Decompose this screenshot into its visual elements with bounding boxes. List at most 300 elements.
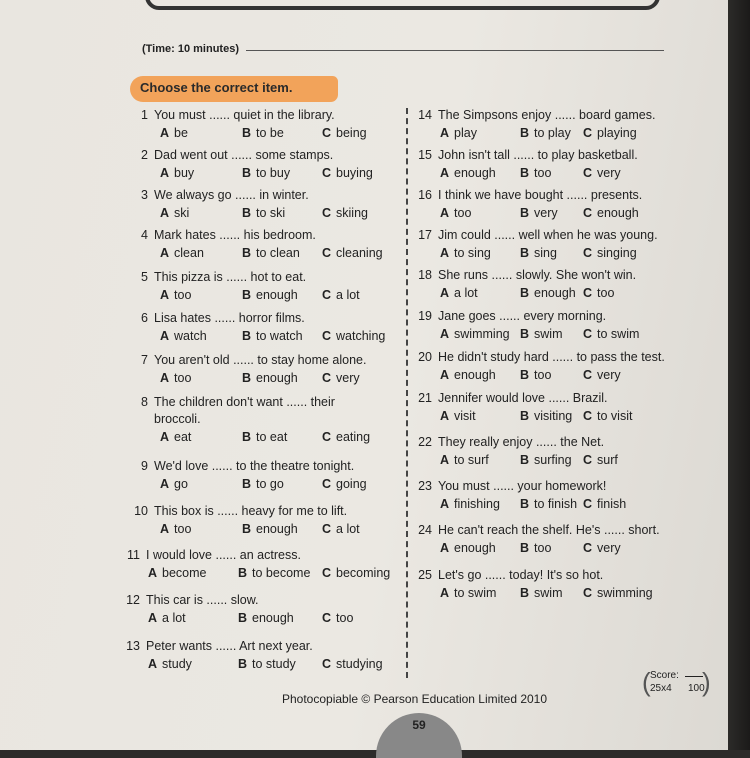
option-text: visiting: [534, 409, 573, 423]
question-17: [412, 228, 658, 263]
option-c[interactable]: [322, 371, 360, 385]
option-letter: B: [242, 522, 252, 536]
question-stem: [412, 523, 660, 537]
option-text: very: [597, 368, 621, 382]
option-a[interactable]: [160, 246, 204, 260]
question-stem: [128, 459, 354, 473]
option-b[interactable]: [520, 327, 563, 341]
option-letter: C: [583, 497, 593, 511]
question-stem: [412, 188, 642, 202]
option-letter: C: [583, 166, 593, 180]
option-letter: A: [160, 206, 170, 220]
question-text: We'd love ...... to the theatre tonight.: [154, 459, 355, 473]
option-a[interactable]: [440, 453, 489, 467]
option-letter: C: [583, 286, 593, 300]
option-c[interactable]: [322, 329, 385, 343]
option-a[interactable]: [160, 329, 207, 343]
option-letter: B: [520, 368, 530, 382]
question-number: 8: [141, 395, 148, 409]
option-b[interactable]: [242, 166, 290, 180]
option-text: enough: [256, 288, 298, 302]
option-text: too: [454, 206, 472, 220]
question-number: 19: [418, 309, 432, 323]
question-text: They really enjoy ...... the Net.: [438, 435, 605, 449]
option-b[interactable]: [520, 126, 571, 140]
question-22: [412, 435, 618, 470]
question-number: 24: [418, 523, 432, 537]
option-letter: C: [322, 477, 332, 491]
option-c[interactable]: [583, 497, 626, 511]
option-text: study: [162, 657, 192, 671]
question-text: You aren't old ...... to stay home alone.: [154, 353, 367, 367]
question-16: [412, 188, 642, 223]
option-letter: A: [160, 522, 170, 536]
option-letter: A: [440, 327, 450, 341]
option-b[interactable]: [242, 371, 298, 385]
option-c[interactable]: [322, 288, 360, 302]
option-letter: C: [322, 246, 332, 260]
option-c[interactable]: [583, 126, 637, 140]
score-formula: 25x4: [650, 683, 672, 694]
option-text: studying: [336, 657, 383, 671]
option-text: very: [597, 166, 621, 180]
option-text: enough: [534, 286, 576, 300]
option-text: too: [534, 166, 552, 180]
option-row: [412, 540, 660, 558]
question-text: Let's go ...... today! It's so hot.: [438, 568, 604, 582]
option-text: surfing: [534, 453, 572, 467]
option-row: [128, 205, 368, 223]
option-letter: C: [583, 368, 593, 382]
question-text: Lisa hates ...... horror films.: [154, 311, 305, 325]
option-a[interactable]: [440, 327, 510, 341]
question-number: 3: [141, 188, 148, 202]
option-b[interactable]: [520, 453, 572, 467]
question-stem: [128, 395, 335, 409]
option-row: [412, 165, 638, 183]
option-letter: A: [440, 586, 450, 600]
column-divider: [406, 108, 408, 678]
option-c[interactable]: [322, 657, 383, 671]
option-row: [128, 125, 367, 143]
option-a[interactable]: [440, 246, 491, 260]
option-c[interactable]: [583, 246, 637, 260]
option-text: very: [534, 206, 558, 220]
time-label: (Time: 10 minutes): [142, 43, 239, 55]
question-number: 15: [418, 148, 432, 162]
question-3: [128, 188, 368, 223]
option-row: [128, 328, 386, 346]
question-text: She runs ...... slowly. She won't win.: [438, 268, 637, 282]
option-text: sing: [534, 246, 557, 260]
option-c[interactable]: [583, 166, 621, 180]
option-row: [120, 656, 383, 674]
option-c[interactable]: [322, 566, 390, 580]
option-letter: C: [583, 206, 593, 220]
top-frame-border: [145, 0, 660, 10]
question-stem: [412, 268, 636, 282]
option-a[interactable]: [440, 286, 478, 300]
question-stem: [412, 435, 604, 449]
option-b[interactable]: [238, 611, 294, 625]
option-text: finish: [597, 497, 627, 511]
option-row: [412, 585, 653, 603]
option-b[interactable]: [520, 368, 551, 382]
option-text: too: [336, 611, 354, 625]
option-letter: A: [440, 368, 450, 382]
option-text: to go: [256, 477, 284, 491]
option-letter: C: [322, 522, 332, 536]
option-b[interactable]: [520, 409, 572, 423]
option-text: enough: [454, 166, 496, 180]
option-text: too: [174, 288, 192, 302]
option-text: become: [162, 566, 207, 580]
option-letter: B: [520, 286, 530, 300]
option-a[interactable]: [440, 206, 471, 220]
question-number: 9: [141, 459, 148, 473]
question-8: [128, 395, 371, 447]
option-letter: A: [440, 206, 450, 220]
question-number: 10: [134, 504, 148, 518]
option-letter: A: [160, 126, 170, 140]
option-a[interactable]: [148, 611, 186, 625]
option-a[interactable]: [160, 288, 191, 302]
question-12: [120, 593, 354, 628]
option-c[interactable]: [583, 586, 653, 600]
question-number: 6: [141, 311, 148, 325]
option-text: go: [174, 477, 188, 491]
option-c[interactable]: [322, 126, 367, 140]
option-text: singing: [597, 246, 637, 260]
option-text: surf: [597, 453, 618, 467]
question-text: You must ...... quiet in the library.: [154, 108, 335, 122]
option-c[interactable]: [322, 477, 367, 491]
question-text: Dad went out ...... some stamps.: [154, 148, 334, 162]
option-text: to study: [252, 657, 296, 671]
question-stem: [412, 108, 655, 122]
option-letter: C: [583, 453, 593, 467]
question-number: 25: [418, 568, 432, 582]
option-c[interactable]: [322, 611, 353, 625]
option-text: clean: [174, 246, 204, 260]
option-c[interactable]: [583, 541, 621, 555]
option-letter: A: [440, 286, 450, 300]
option-letter: B: [242, 371, 252, 385]
question-21: [412, 391, 633, 426]
option-text: to swim: [597, 327, 640, 341]
question-14: [412, 108, 655, 143]
option-a[interactable]: [440, 586, 496, 600]
option-letter: B: [242, 288, 252, 302]
question-24: [412, 523, 660, 558]
option-a[interactable]: [160, 371, 191, 385]
option-text: finishing: [454, 497, 500, 511]
option-a[interactable]: [160, 477, 188, 491]
option-c[interactable]: [583, 327, 639, 341]
option-letter: C: [583, 327, 593, 341]
question-7: [128, 353, 366, 388]
option-text: to play: [534, 126, 571, 140]
question-stem: [128, 353, 366, 367]
option-b[interactable]: [238, 566, 310, 580]
option-letter: B: [520, 246, 530, 260]
option-text: eat: [174, 430, 192, 444]
option-a[interactable]: [148, 566, 207, 580]
option-a[interactable]: [440, 368, 496, 382]
question-text: Peter wants ...... Art next year.: [146, 639, 313, 653]
question-stem: [412, 479, 606, 493]
score-right-paren: ): [702, 667, 711, 697]
question-number: 2: [141, 148, 148, 162]
question-text: We always go ...... in winter.: [154, 188, 309, 202]
option-b[interactable]: [242, 246, 300, 260]
option-a[interactable]: [440, 541, 496, 555]
question-text: He can't reach the shelf. He's ...... short.: [438, 523, 660, 537]
option-c[interactable]: [322, 166, 373, 180]
option-letter: B: [520, 409, 530, 423]
question-text: This box is ...... heavy for me to lift.: [154, 504, 348, 518]
option-row: [128, 429, 371, 447]
question-text-continued: broccoli.: [154, 412, 201, 426]
question-text: Jane goes ...... every morning.: [438, 309, 607, 323]
option-text: to visit: [597, 409, 633, 423]
option-letter: B: [520, 497, 530, 511]
option-a[interactable]: [440, 497, 500, 511]
question-number: 5: [141, 270, 148, 284]
option-text: to swim: [454, 586, 497, 600]
option-text: to surf: [454, 453, 489, 467]
score-blank: [685, 676, 703, 677]
option-text: too: [174, 522, 192, 536]
option-c[interactable]: [583, 453, 618, 467]
question-19: [412, 309, 640, 344]
option-letter: C: [322, 371, 332, 385]
question-4: [128, 228, 383, 263]
option-text: skiing: [336, 206, 368, 220]
option-text: very: [336, 371, 360, 385]
question-number: 17: [418, 228, 432, 242]
option-b[interactable]: [242, 206, 285, 220]
option-a[interactable]: [160, 166, 194, 180]
question-text: Jim could ...... well when he was young.: [438, 228, 658, 242]
option-text: play: [454, 126, 477, 140]
option-b[interactable]: [520, 586, 563, 600]
option-c[interactable]: [322, 246, 383, 260]
option-letter: A: [160, 371, 170, 385]
option-row: [412, 452, 618, 470]
option-text: too: [597, 286, 615, 300]
option-a[interactable]: [148, 657, 192, 671]
option-letter: A: [440, 166, 450, 180]
option-text: visit: [454, 409, 476, 423]
question-number: 7: [141, 353, 148, 367]
question-number: 4: [141, 228, 148, 242]
option-text: ski: [174, 206, 190, 220]
option-a[interactable]: [160, 206, 189, 220]
score-left-paren: (: [642, 667, 651, 697]
option-b[interactable]: [242, 126, 284, 140]
option-b[interactable]: [520, 206, 558, 220]
question-stem: [412, 568, 603, 582]
option-letter: B: [238, 566, 248, 580]
question-stem: [412, 309, 606, 323]
score-box: [642, 667, 711, 698]
option-letter: C: [322, 657, 332, 671]
option-row: [128, 165, 373, 183]
option-c[interactable]: [583, 409, 632, 423]
option-letter: B: [242, 329, 252, 343]
question-stem: [412, 228, 658, 242]
option-row: [128, 370, 366, 388]
question-number: 13: [126, 639, 140, 653]
option-letter: B: [238, 657, 248, 671]
option-c[interactable]: [322, 206, 368, 220]
option-row: [412, 408, 633, 426]
option-b[interactable]: [520, 166, 551, 180]
option-letter: B: [520, 206, 530, 220]
option-text: be: [174, 126, 188, 140]
option-letter: C: [583, 586, 593, 600]
time-underline: [246, 50, 664, 51]
option-text: too: [174, 371, 192, 385]
question-13: [120, 639, 383, 674]
option-letter: B: [242, 206, 252, 220]
option-c[interactable]: [322, 522, 360, 536]
question-stem: [412, 350, 665, 364]
option-a[interactable]: [440, 409, 476, 423]
option-text: enough: [252, 611, 294, 625]
option-letter: A: [440, 409, 450, 423]
option-c[interactable]: [583, 286, 614, 300]
option-letter: A: [160, 329, 170, 343]
question-text: The children don't want ...... their: [154, 395, 335, 409]
question-18: [412, 268, 636, 303]
option-text: going: [336, 477, 367, 491]
option-letter: B: [520, 126, 530, 140]
option-b[interactable]: [520, 246, 557, 260]
option-text: very: [597, 541, 621, 555]
option-letter: A: [160, 288, 170, 302]
option-text: buying: [336, 166, 373, 180]
question-number: 23: [418, 479, 432, 493]
option-letter: C: [322, 329, 332, 343]
option-letter: C: [583, 126, 593, 140]
option-text: enough: [256, 522, 298, 536]
option-b[interactable]: [520, 541, 551, 555]
option-a[interactable]: [160, 430, 191, 444]
page-number: 59: [412, 718, 426, 732]
question-number: 18: [418, 268, 432, 282]
option-row: [120, 565, 391, 583]
question-2: [128, 148, 373, 183]
question-11: [120, 548, 391, 583]
option-c[interactable]: [583, 368, 621, 382]
option-text: to become: [252, 566, 311, 580]
option-b[interactable]: [242, 329, 303, 343]
option-letter: B: [242, 430, 252, 444]
question-text: John isn't tall ...... to play basketball.: [438, 148, 638, 162]
option-row: [412, 125, 655, 143]
option-b[interactable]: [238, 657, 296, 671]
question-text: This car is ...... slow.: [146, 593, 259, 607]
option-letter: C: [583, 541, 593, 555]
option-letter: A: [160, 477, 170, 491]
question-number: 22: [418, 435, 432, 449]
option-b[interactable]: [242, 477, 284, 491]
option-a[interactable]: [160, 126, 188, 140]
option-text: a lot: [336, 522, 360, 536]
option-letter: C: [322, 166, 332, 180]
option-text: to sing: [454, 246, 491, 260]
option-text: to clean: [256, 246, 300, 260]
question-20: [412, 350, 665, 385]
option-letter: A: [148, 611, 158, 625]
option-letter: C: [322, 126, 332, 140]
option-letter: B: [242, 166, 252, 180]
option-text: becoming: [336, 566, 391, 580]
option-letter: C: [322, 206, 332, 220]
option-text: eating: [336, 430, 371, 444]
option-c[interactable]: [583, 206, 639, 220]
option-b[interactable]: [242, 430, 287, 444]
option-row: [128, 476, 367, 494]
option-letter: C: [322, 611, 332, 625]
question-text: This pizza is ...... hot to eat.: [154, 270, 307, 284]
option-c[interactable]: [322, 430, 370, 444]
option-text: to watch: [256, 329, 303, 343]
option-row: [120, 610, 354, 628]
option-b[interactable]: [242, 288, 298, 302]
question-number: 1: [141, 108, 148, 122]
question-stem: [128, 504, 347, 518]
question-25: [412, 568, 653, 603]
option-letter: B: [520, 453, 530, 467]
question-number: 21: [418, 391, 432, 405]
option-b[interactable]: [520, 497, 577, 511]
option-text: swim: [534, 586, 563, 600]
option-text: swimming: [597, 586, 653, 600]
question-text: He didn't study hard ...... to pass the test.: [438, 350, 665, 364]
option-letter: C: [322, 566, 332, 580]
option-letter: C: [322, 288, 332, 302]
option-letter: A: [148, 657, 158, 671]
option-row: [412, 205, 642, 223]
option-text: too: [534, 541, 552, 555]
option-letter: A: [160, 430, 170, 444]
option-text: watch: [174, 329, 207, 343]
option-text: watching: [336, 329, 386, 343]
question-text: Mark hates ...... his bedroom.: [154, 228, 316, 242]
option-text: enough: [597, 206, 639, 220]
option-text: being: [336, 126, 367, 140]
option-text: enough: [454, 368, 496, 382]
question-stem: [128, 148, 333, 162]
option-b[interactable]: [520, 286, 576, 300]
option-text: enough: [454, 541, 496, 555]
option-text: swimming: [454, 327, 510, 341]
option-a[interactable]: [440, 126, 477, 140]
question-10: [128, 504, 360, 539]
question-5: [128, 270, 360, 305]
option-a[interactable]: [160, 522, 191, 536]
option-a[interactable]: [440, 166, 496, 180]
option-row: [412, 285, 636, 303]
question-stem: [412, 391, 608, 405]
option-b[interactable]: [242, 522, 298, 536]
option-text: swim: [534, 327, 563, 341]
question-stem: [412, 148, 638, 162]
option-text: a lot: [454, 286, 478, 300]
